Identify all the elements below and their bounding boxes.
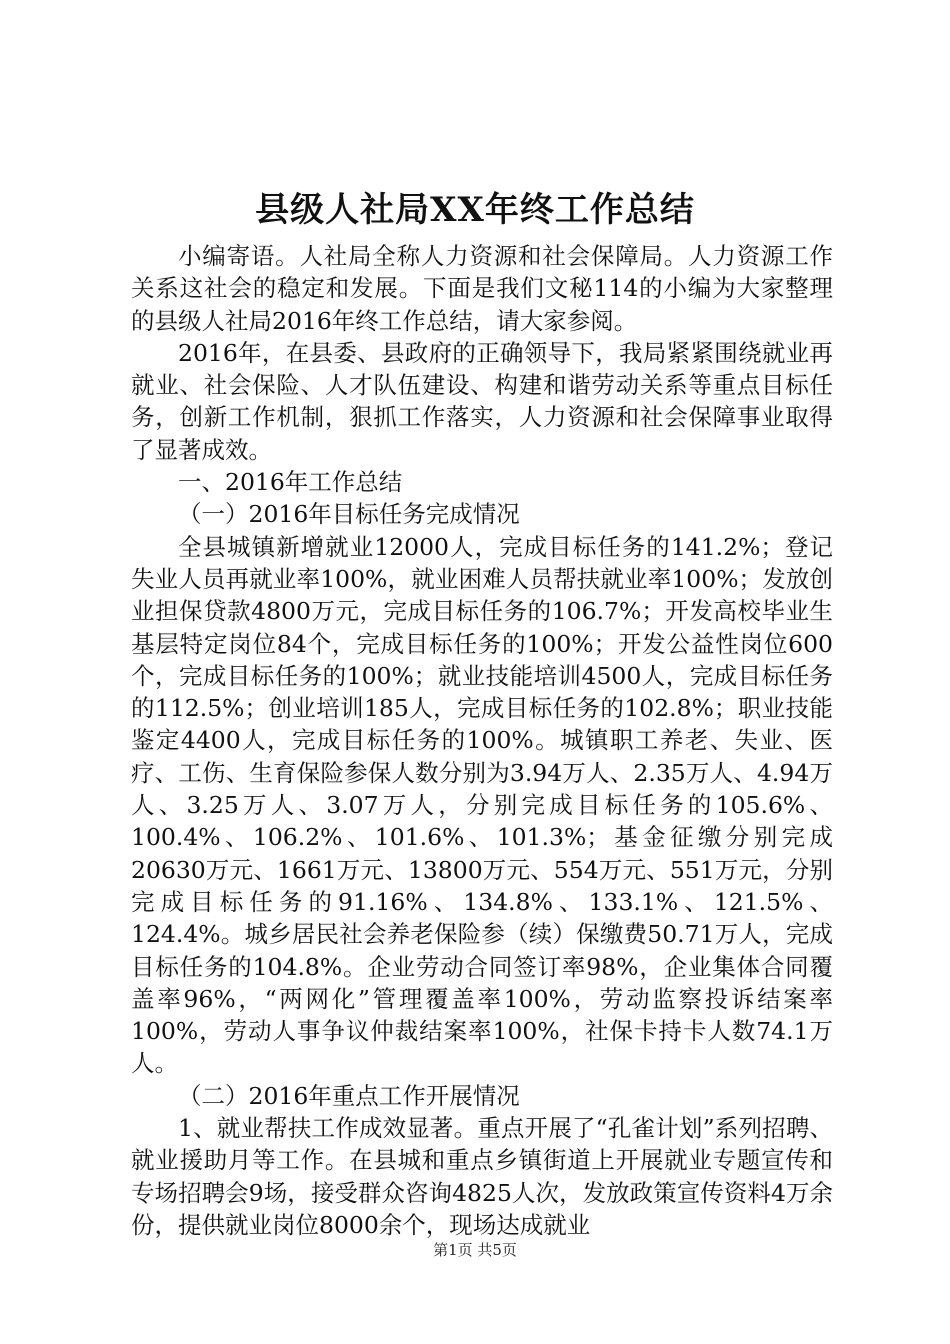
document-title: 县级人社局XX年终工作总结 (255, 190, 695, 230)
summary-paragraph: 2016年，在县委、县政府的正确领导下，我局紧紧围绕就业再就业、社会保险、人才队伍建设、构建和谐劳动关系等重点目标任务，创新工作机制，狠抓工作落实，人力资源和社会保障事业取得了显著成效。 (131, 338, 833, 464)
subsection-heading: （二）2016年重点工作开展情况 (178, 1081, 520, 1110)
targets-paragraph: 全县城镇新增就业12000人，完成目标任务的141.2%；登记失业人员再就业率100%，就业困难人员帮扶就业率100%；发放创业担保贷款4800万元，完成目标任务的106.7%；开发高校毕业生基层特定岗位84个，完成目标任务的100%；开发公益性岗位600个，完成目标任务的100%；就业技能培训4500人，完成目标任务的112.5%；创业培训185人，完成目标任务的102.8%；职业技能鉴定4400人，完成目标任务的100%。城镇职工养老、失业、医疗、工伤、生育保险参保人数分别为3.94万人、2.35万人、4.94万人、3.25万人、3.07万人，分别完成目标任务的105.6%、100.4%、106.2%、101.6%、101.3%；基金征缴分别完成20630万元、1661万元、13800万元、554万元、551万元，分别完成目标任务的91.16%、134.8%、133.1%、121.5%、124.4%。城乡居民社会养老保险参（续）保缴费50.71万人，完成目标任务的104.8%。企业劳动合同签订率98%，企业集体合同覆盖率96%，“两网化”管理覆盖率100%，劳动监察投诉结案率100%，劳动人事争议仲裁结案率100%，社保卡持卡人数74.1万人。 (131, 532, 833, 1078)
intro-paragraph: 小编寄语。人社局全称人力资源和社会保障局。人力资源工作关系这社会的稳定和发展。下面是我们文秘114的小编为大家整理的县级人社局2016年终工作总结，请大家参阅。 (131, 242, 833, 335)
page-footer: 第1页 共5页 (433, 1241, 517, 1259)
document-body (131, 240, 833, 1241)
subsection-heading: （一）2016年目标任务完成情况 (178, 500, 520, 529)
section-heading: 一、2016年工作总结 (178, 468, 403, 497)
employment-paragraph: 1、就业帮扶工作成效显著。重点开展了“孔雀计划”系列招聘、就业援助月等工作。在县城和重点乡镇街道上开展就业专题宣传和专场招聘会9场，接受群众咨询4825人次，发放政策宣传资料4万余份，提供就业岗位8000余个，现场达成就业 (131, 1114, 833, 1239)
